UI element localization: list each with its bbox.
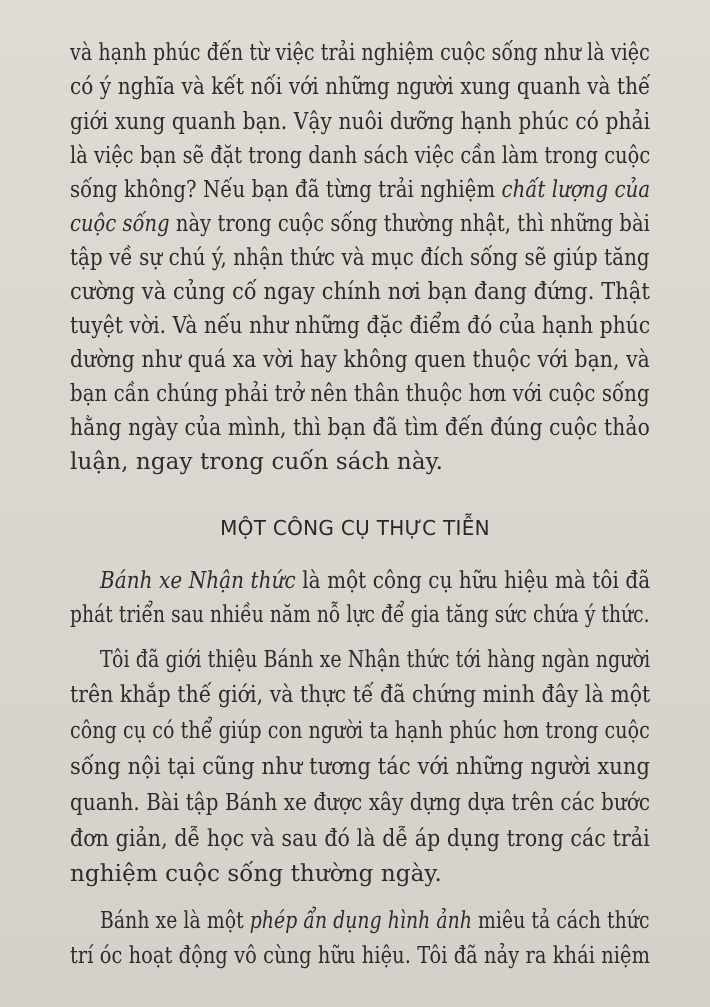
paragraph-2-italic-lead: Bánh xe Nhận thức xyxy=(100,568,296,594)
paragraph-1-line-4: là việc bạn sẽ đặt trong danh sách việc cần làm trong cuộc xyxy=(70,143,651,169)
paragraph-2-line-1 xyxy=(100,566,650,596)
section-heading: MỘT CÔNG CỤ THỰC TIỄN xyxy=(220,516,490,540)
paragraph-1-italic-phrase-part-2: cuộc sống xyxy=(70,211,170,237)
paragraph-4-italic-phrase: phép ẩn dụng hình ảnh xyxy=(249,908,472,934)
paragraph-3-line-7: nghiệm cuộc sống thường ngày. xyxy=(70,861,442,887)
paragraph-3-line-2: trên khắp thế giới, và thực tế đã chứng minh đây là một xyxy=(70,682,651,708)
paragraph-1-line-11: bạn cần chúng phải trở nên thân thuộc hơn với cuộc sống xyxy=(70,381,650,407)
paragraph-4-line-1-start: Bánh xe là một xyxy=(100,908,250,934)
paragraph-1-line-1: và hạnh phúc đến từ việc trải nghiệm cuộc sống như là việc xyxy=(70,40,650,66)
paragraph-3-line-1: Tôi đã giới thiệu Bánh xe Nhận thức tới hàng ngàn người xyxy=(100,647,651,673)
paragraph-1-line-3: giới xung quanh bạn. Vậy nuôi dưỡng hạnh phúc có phải xyxy=(70,109,651,135)
paragraph-1-line-6 xyxy=(70,209,650,239)
paragraph-1-line-13: luận, ngay trong cuốn sách này. xyxy=(70,449,444,475)
paragraph-3-line-4: sống nội tại cũng như tương tác với những người xung xyxy=(70,754,651,780)
paragraph-1-line-2: có ý nghĩa và kết nối với những người xung quanh và thế xyxy=(70,74,651,100)
paragraph-2-line-1-text: là một công cụ hữu hiệu mà tôi đã xyxy=(295,568,651,594)
paragraph-4-line-2: trí óc hoạt động vô cùng hữu hiệu. Tôi đã nảy ra khái niệm xyxy=(70,943,651,969)
paragraph-1-line-12: hằng ngày của mình, thì bạn đã tìm đến đúng cuộc thảo xyxy=(70,415,650,441)
paragraph-1-line-9: tuyệt vời. Và nếu như những đặc điểm đó của hạnh phúc xyxy=(70,313,651,339)
paragraph-3-line-6: đơn giản, dễ học và sau đó là dễ áp dụng trong các trải xyxy=(70,826,650,852)
paragraph-1-line-5-text: sống không? Nếu bạn đã từng trải nghiệm xyxy=(70,177,502,203)
paragraph-3-line-5: quanh. Bài tập Bánh xe được xây dựng dựa trên các bước xyxy=(70,790,651,816)
paragraph-1-line-5 xyxy=(70,175,650,205)
paragraph-1-line-10: dường như quá xa vời hay không quen thuộc với bạn, và xyxy=(70,347,650,373)
paragraph-4-line-1-end: miêu tả cách thức xyxy=(471,908,650,934)
paragraph-4-line-1 xyxy=(100,906,650,936)
paragraph-3-line-3: công cụ có thể giúp con người ta hạnh phúc hơn trong cuộc xyxy=(70,718,650,744)
paragraph-1-line-7: tập về sự chú ý, nhận thức và mục đích sống sẽ giúp tăng xyxy=(70,245,650,271)
paragraph-1-line-6-text: này trong cuộc sống thường nhật, thì những bài xyxy=(169,211,650,237)
paragraph-2-line-2: phát triển sau nhiều năm nỗ lực để gia tăng sức chứa ý thức. xyxy=(70,602,650,628)
paragraph-1-italic-phrase-part-1: chất lượng của xyxy=(501,177,651,203)
paragraph-1-line-8: cường và củng cố ngay chính nơi bạn đang đứng. Thật xyxy=(70,279,650,305)
